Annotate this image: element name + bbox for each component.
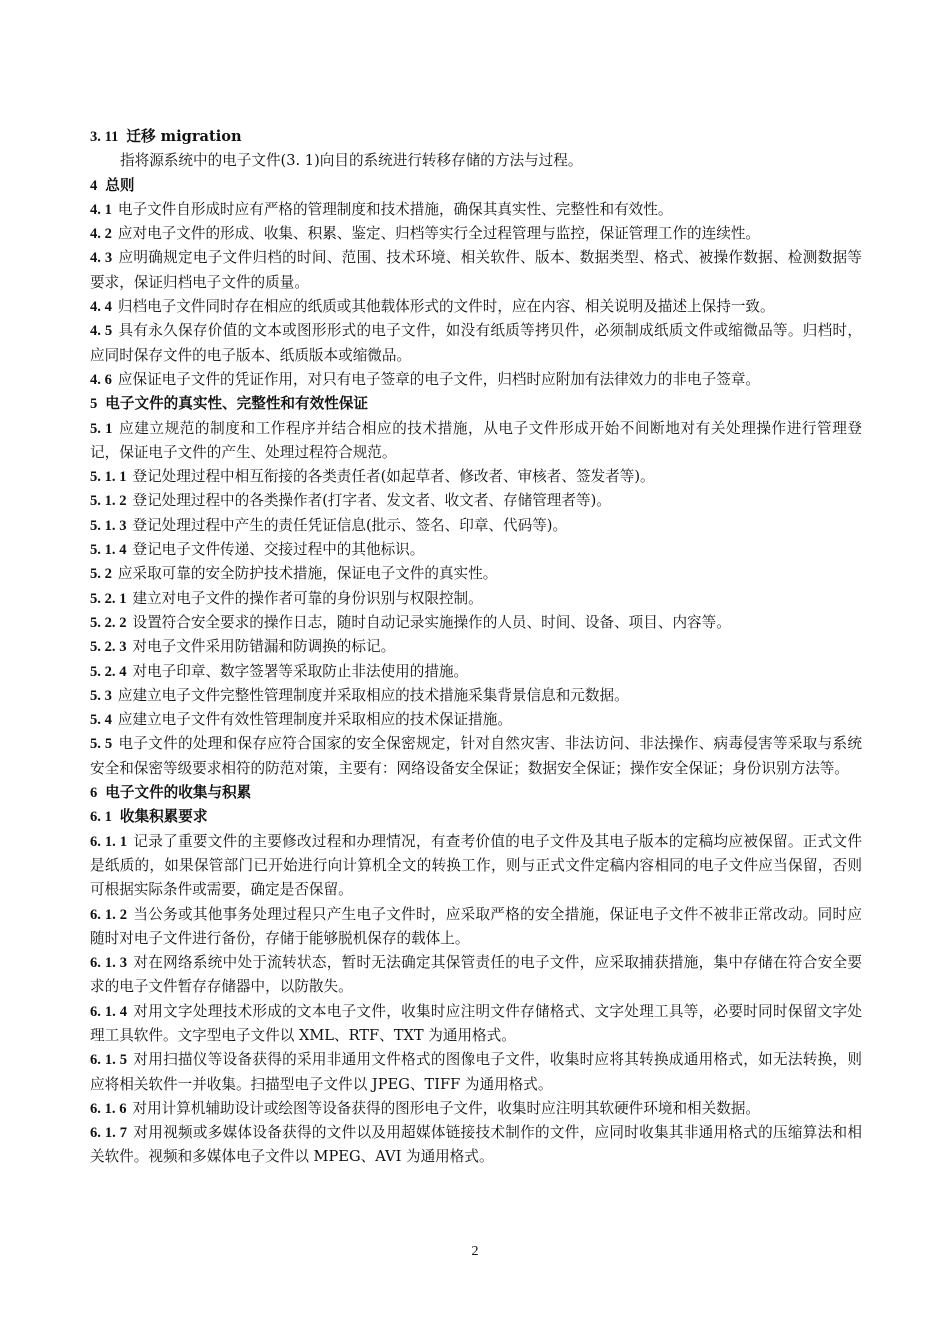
clause-number: 5	[90, 396, 98, 413]
clause-paragraph	[90, 514, 862, 538]
clause-text: 当公务或其他事务处理过程只产生电子文件时，应采取严格的安全措施，保证电子文件不被非正常改动。同时应随时对电子文件进行备份，存储于能够脱机保存的载体上。	[90, 905, 863, 947]
section-heading	[90, 781, 862, 805]
clause-paragraph	[90, 295, 862, 319]
clause-paragraph	[90, 1121, 862, 1170]
clause-paragraph	[90, 951, 862, 1000]
clause-text: 应建立规范的制度和工作程序并结合相应的技术措施，从电子文件形成开始不间断地对有关处理操作进行管理登记，保证电子文件的产生、处理过程符合规范。	[90, 419, 863, 461]
clause-number: 6	[90, 785, 98, 802]
clause-paragraph	[90, 1000, 862, 1049]
clause-text: 归档电子文件同时存在相应的纸质或其他载体形式的文件时，应在内容、相关说明及描述上保持一致。	[117, 298, 775, 316]
clause-paragraph	[90, 1048, 862, 1097]
clause-text: 设置符合安全要求的操作日志，随时自动记录实施操作的人员、时间、设备、项目、内容等。	[132, 613, 731, 631]
clause-paragraph	[90, 319, 862, 368]
clause-number: 5. 2. 3	[90, 639, 127, 656]
clause-text: 指将源系统中的电子文件(3. 1)向目的系统进行转移存储的方法与过程。	[120, 152, 583, 170]
clause-paragraph	[90, 562, 862, 586]
section-heading	[90, 174, 862, 198]
clause-number: 4. 2	[90, 226, 112, 243]
clause-number: 4. 4	[90, 299, 112, 316]
clause-number: 6. 1. 7	[90, 1125, 128, 1142]
clause-paragraph	[90, 222, 862, 246]
clause-text: 对用文字处理技术形成的文本电子文件，收集时应注明文件存储格式、文字处理工具等，必要时同时保留文字处理工具软件。文字型电子文件以 XML、RTF、TXT 为通用格式。	[90, 1002, 863, 1044]
clause-number: 5. 2. 4	[90, 663, 127, 680]
clause-number: 5. 3	[90, 687, 112, 704]
clause-text: 对用扫描仪等设备获得的采用非通用文件格式的图像电子文件，收集时应将其转换成通用格式，如无法转换，则应将相关软件一并收集。扫描型电子文件以 JPEG、TIFF 为通用格式。	[90, 1051, 863, 1093]
clause-number: 4. 3	[90, 250, 113, 267]
document-body	[90, 125, 862, 1170]
clause-paragraph	[90, 708, 862, 732]
clause-number: 4. 1	[90, 201, 112, 218]
clause-number: 6. 1. 4	[90, 1003, 128, 1020]
clause-text: 登记处理过程中相互衔接的各类责任者(如起草者、修改者、审核者、签发者等)。	[132, 468, 655, 486]
clause-text: 应对电子文件的形成、收集、积累、鉴定、归档等实行全过程管理与监控，保证管理工作的连续性。	[117, 225, 761, 243]
clause-number: 6. 1	[90, 809, 112, 826]
clause-text: 应建立电子文件有效性管理制度并采取相应的技术保证措施。	[117, 711, 512, 729]
clause-paragraph	[90, 684, 862, 708]
clause-paragraph	[90, 417, 862, 466]
clause-text: 具有永久保存价值的文本或图形形式的电子文件，如没有纸质等拷贝件，必须制成纸质文件或缩微品等。归档时，应同时保存文件的电子版本、纸质版本或缩微品。	[90, 322, 863, 364]
clause-number: 5. 2	[90, 566, 112, 583]
clause-text: 建立对电子文件的操作者可靠的身份识别与权限控制。	[132, 589, 483, 607]
clause-text: 电子文件的收集与积累	[105, 784, 252, 802]
clause-paragraph	[90, 611, 862, 635]
clause-text: 收集积累要求	[119, 808, 208, 826]
clause-number: 5. 4	[90, 712, 112, 729]
clause-number: 5. 1	[90, 420, 113, 437]
clause-number: 4	[90, 177, 98, 194]
clause-number: 4. 6	[90, 371, 112, 388]
clause-text: 对用计算机辅助设计或绘图等设备获得的图形电子文件，收集时应注明其软硬件环境和相关数据。	[132, 1099, 761, 1117]
clause-number: 6. 1. 3	[90, 955, 128, 972]
clause-text: 电子文件的真实性、完整性和有效性保证	[105, 395, 368, 413]
clause-number: 4. 5	[90, 323, 113, 340]
clause-number: 5. 1. 4	[90, 542, 127, 559]
clause-paragraph	[90, 1097, 862, 1121]
clause-text: 应采取可靠的安全防护技术措施，保证电子文件的真实性。	[117, 565, 498, 583]
clause-number: 5. 2. 1	[90, 590, 127, 607]
clause-paragraph	[90, 198, 862, 222]
clause-paragraph	[90, 903, 862, 952]
clause-text: 对用视频或多媒体设备获得的文件以及用超媒体链接技术制作的文件，应同时收集其非通用格式的压缩算法和相关软件。视频和多媒体电子文件以 MPEG、AVI 为通用格式。	[90, 1124, 863, 1166]
clause-paragraph	[90, 368, 862, 392]
clause-paragraph	[90, 732, 862, 781]
section-heading	[90, 392, 862, 416]
clause-number: 6. 1. 5	[90, 1052, 128, 1069]
clause-text: 登记处理过程中产生的责任凭证信息(批示、签名、印章、代码等)。	[132, 516, 568, 534]
clause-number: 5. 1. 1	[90, 469, 127, 486]
clause-text: 登记电子文件传递、交接过程中的其他标识。	[132, 541, 425, 559]
clause-text: 迁移 migration	[126, 128, 242, 145]
clause-paragraph	[90, 587, 862, 611]
clause-paragraph	[90, 830, 862, 903]
clause-paragraph	[90, 660, 862, 684]
clause-text: 电子文件的处理和保存应符合国家的安全保密规定，针对自然灾害、非法访问、非法操作、病毒侵害等采取与系统安全和保密等级要求相符的防范对策，主要有：网络设备安全保证；数据安全保证；操作安全保证；身份识别方法等。	[90, 735, 863, 777]
section-heading	[90, 805, 862, 829]
clause-number: 6. 1. 6	[90, 1100, 127, 1117]
clause-number: 3. 11	[90, 129, 119, 145]
clause-paragraph	[90, 465, 862, 489]
section-heading	[90, 125, 862, 149]
clause-paragraph	[90, 635, 862, 659]
clause-paragraph	[90, 538, 862, 562]
clause-text: 应保证电子文件的凭证作用，对只有电子签章的电子文件，归档时应附加有法律效力的非电子签章。	[117, 370, 761, 388]
clause-paragraph	[90, 489, 862, 513]
clause-text: 电子文件自形成时应有严格的管理制度和技术措施，确保其真实性、完整性和有效性。	[117, 200, 673, 218]
clause-number: 5. 5	[90, 736, 113, 753]
clause-text: 登记处理过程中的各类操作者(打字者、发文者、收文者、存储管理者等)。	[132, 492, 611, 510]
clause-text: 应明确规定电子文件归档的时间、范围、技术环境、相关软件、版本、数据类型、格式、被操作数据、检测数据等要求，保证归档电子文件的质量。	[90, 249, 863, 291]
clause-text: 总则	[105, 176, 135, 194]
definition-paragraph	[90, 149, 862, 173]
clause-text: 应建立电子文件完整性管理制度并采取相应的技术措施采集背景信息和元数据。	[117, 686, 629, 704]
clause-number: 6. 1. 2	[90, 906, 128, 923]
clause-text: 对电子文件采用防错漏和防调换的标记。	[132, 638, 396, 656]
clause-text: 对电子印章、数字签署等采取防止非法使用的措施。	[132, 662, 469, 680]
clause-text: 记录了重要文件的主要修改过程和办理情况，有查考价值的电子文件及其电子版本的定稿均应被保留。正式文件是纸质的，如果保管部门已开始进行向计算机全文的转换工作，则与正式文件定稿内容相同的电子文件应当保留，否则可根据实际条件或需要，确定是否保留。	[90, 832, 863, 899]
clause-number: 5. 2. 2	[90, 614, 127, 631]
clause-paragraph	[90, 246, 862, 295]
page-number: 2	[471, 1244, 479, 1259]
clause-number: 5. 1. 2	[90, 493, 127, 510]
clause-text: 对在网络系统中处于流转状态，暂时无法确定其保管责任的电子文件，应采取捕获措施，集中存储在符合安全要求的电子文件暂存存储器中，以防散失。	[90, 954, 863, 996]
clause-number: 5. 1. 3	[90, 517, 127, 534]
clause-number: 6. 1. 1	[90, 833, 128, 850]
